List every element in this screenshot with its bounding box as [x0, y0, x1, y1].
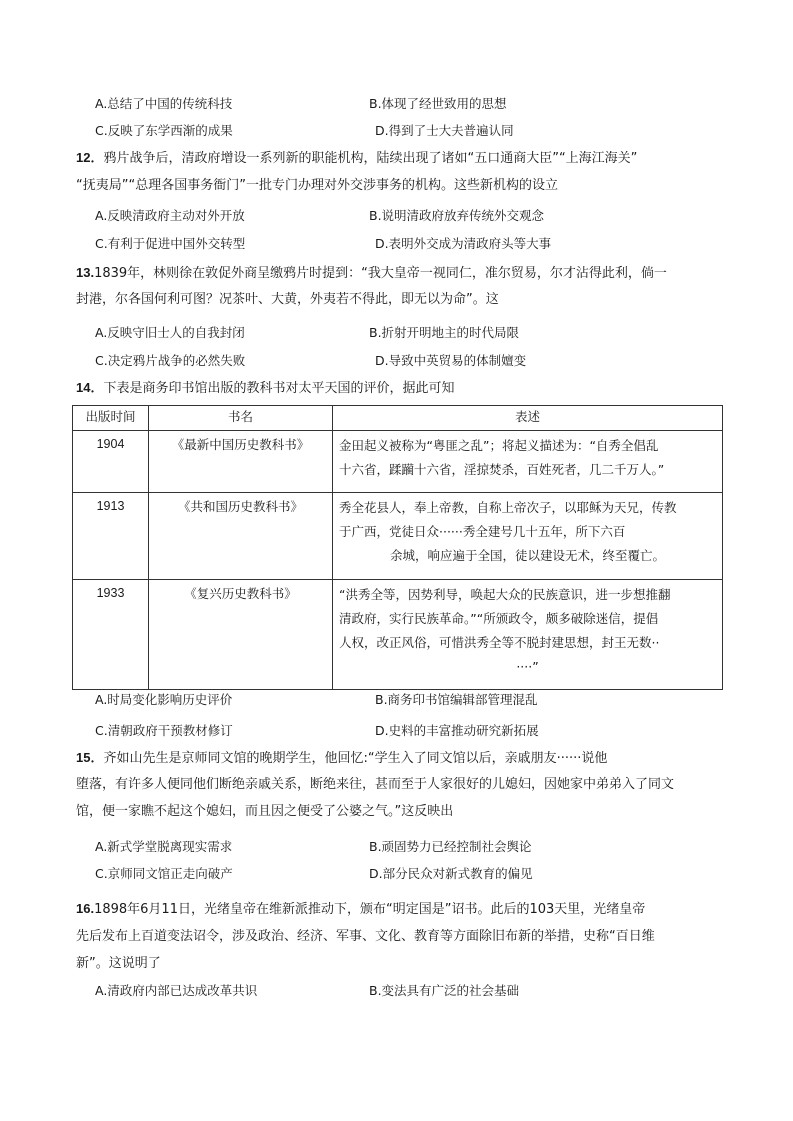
description-line: 人权，改正风俗，可惜洪秀全等不脱封建思想，封王无数··: [339, 635, 660, 650]
table-row: [73, 580, 723, 690]
q14-option-b[interactable]: B.商务印书馆编辑部管理混乱: [375, 692, 538, 707]
q16-number: 16.: [76, 901, 95, 916]
q14-stem: [76, 379, 454, 398]
q11-option-a[interactable]: A.总结了中国的传统科技: [95, 96, 233, 111]
description-line: 清政府，实行民族革命。”“所颁政令，颇多破除迷信，提倡: [339, 611, 659, 626]
q14-number: 14．: [76, 380, 104, 395]
q15-number: 15．: [76, 750, 104, 765]
q15-option-c[interactable]: C.京师同文馆正走向破产: [95, 866, 233, 881]
table-header-book: 书名: [149, 406, 333, 431]
q13-option-c[interactable]: C.决定鸦片战争的必然失败: [95, 353, 246, 368]
table-row: [73, 493, 723, 580]
q16-option-a[interactable]: A.清政府内部已达成改革共识: [95, 983, 258, 998]
row-year: 1933: [73, 580, 149, 690]
q11-option-c[interactable]: C.反映了东学西渐的成果: [95, 123, 233, 138]
q13-stem-line1: [76, 264, 667, 283]
q15-text-1: 齐如山先生是京师同文馆的晚期学生，他回忆:“学生入了同文馆以后，亲戚朋友······说他: [103, 751, 608, 766]
q13-option-a[interactable]: A.反映守旧士人的自我封闭: [95, 325, 245, 340]
q12-option-b[interactable]: B.说明清政府放弃传统外交观念: [369, 208, 545, 223]
q13-stem-line2: 封港，尔各国何利可图？况茶叶、大黄，外夷若不得此，即无以为命”。这: [76, 292, 499, 307]
q15-option-b[interactable]: B.顽固势力已经控制社会舆论: [369, 839, 532, 854]
q11-option-b[interactable]: B.体现了经世致用的思想: [369, 96, 507, 111]
row-description: [333, 493, 723, 580]
description-line: “洪秀全等，因势利导，唤起大众的民族意识，进一步想推翻: [339, 587, 671, 602]
q15-stem-line3: 馆，便一家瞧不起这个媳妇，而且因之便受了公婆之气。”这反映出: [76, 804, 454, 819]
q13-option-b[interactable]: B.折射开明地主的时代局限: [369, 325, 520, 340]
q14-text: 下表是商务印书馆出版的教科书对太平天国的评价，据此可知: [103, 381, 455, 396]
q16-text-1: 1898年6月11日，光绪皇帝在维新派推动下，颁布“明定国是”诏书。此后的103天里，光绪皇帝: [94, 902, 646, 917]
row-book: 《复兴历史教科书》: [149, 580, 333, 690]
table-header-year: 出版时间: [73, 406, 149, 431]
q12-stem-line2: “抚夷局”“总理各国事务衙门”一批专门办理对外交涉事务的机构。这些新机构的设立: [76, 178, 558, 193]
row-year: 1913: [73, 493, 149, 580]
description-line: 于广西，党徒日众······秀全建号几十五年，所下六百: [339, 524, 626, 539]
q15-option-d[interactable]: D.部分民众对新式教育的偏见: [369, 866, 533, 881]
q14-option-d[interactable]: D.史料的丰富推动研究新拓展: [375, 723, 539, 738]
q16-stem-line2: 先后发布上百道变法诏令，涉及政治、经济、军事、文化、教育等方面除旧布新的举措，史称“百日维: [76, 929, 655, 944]
row-book: 《最新中国历史教科书》: [149, 431, 333, 493]
q15-option-a[interactable]: A.新式学堂脱离现实需求: [95, 839, 233, 854]
q14-option-a[interactable]: A.时局变化影响历史评价: [95, 692, 233, 707]
description-line: 余城，响应遍于全国，徒以建设无术，终至覆亡。: [389, 548, 665, 563]
q12-stem-line1: [76, 149, 637, 168]
table-row: [73, 431, 723, 493]
description-line: 金田起义被称为“粤匪之乱”；将起义描述为：“自秀全倡乱: [339, 438, 659, 453]
q11-option-d[interactable]: D.得到了士大夫普遍认同: [375, 123, 514, 138]
description-line: 秀全花县人，奉上帝教，自称上帝次子，以耶稣为天兄，传教: [339, 500, 677, 515]
table-header-description: 表述: [333, 406, 723, 431]
q15-stem-line2: 堕落，有许多人便同他们断绝亲戚关系，断绝来往，甚而至于人家很好的儿媳妇，因她家中弟弟入了同文: [76, 777, 675, 792]
q12-option-a[interactable]: A.反映清政府主动对外开放: [95, 208, 245, 223]
q16-stem-line3: 新”。这说明了: [76, 956, 161, 971]
row-description: [333, 580, 723, 690]
row-book: 《共和国历史教科书》: [149, 493, 333, 580]
q13-number: 13.: [76, 265, 95, 280]
q12-option-c[interactable]: C.有利于促进中国外交转型: [95, 236, 246, 251]
description-line: ····”: [516, 659, 539, 674]
q16-stem-line1: [76, 900, 645, 919]
row-year: 1904: [73, 431, 149, 493]
q12-option-d[interactable]: D.表明外交成为清政府头等大事: [375, 236, 552, 251]
q16-option-b[interactable]: B.变法具有广泛的社会基础: [369, 983, 520, 998]
q13-text-1: 1839年，林则徐在敦促外商呈缴鸦片时提到：“我大皇帝一视同仁，准尔贸易，尔才沾得此利，倘一: [94, 266, 667, 281]
row-description: [333, 431, 723, 493]
q12-text-1: 鸦片战争后，清政府增设一系列新的职能机构，陆续出现了诸如“五口通商大臣”“上海江海关”: [103, 151, 638, 166]
q15-stem-line1: [76, 749, 607, 768]
q14-option-c[interactable]: C.清朝政府干预教材修订: [95, 723, 233, 738]
textbook-evaluation-table: [72, 405, 723, 690]
q12-number: 12．: [76, 150, 104, 165]
q13-option-d[interactable]: D.导致中英贸易的体制嬗变: [375, 353, 527, 368]
description-line: 十六省，蹂躏十六省，淫掠焚杀，百姓死者，几二千万人。”: [339, 462, 665, 477]
